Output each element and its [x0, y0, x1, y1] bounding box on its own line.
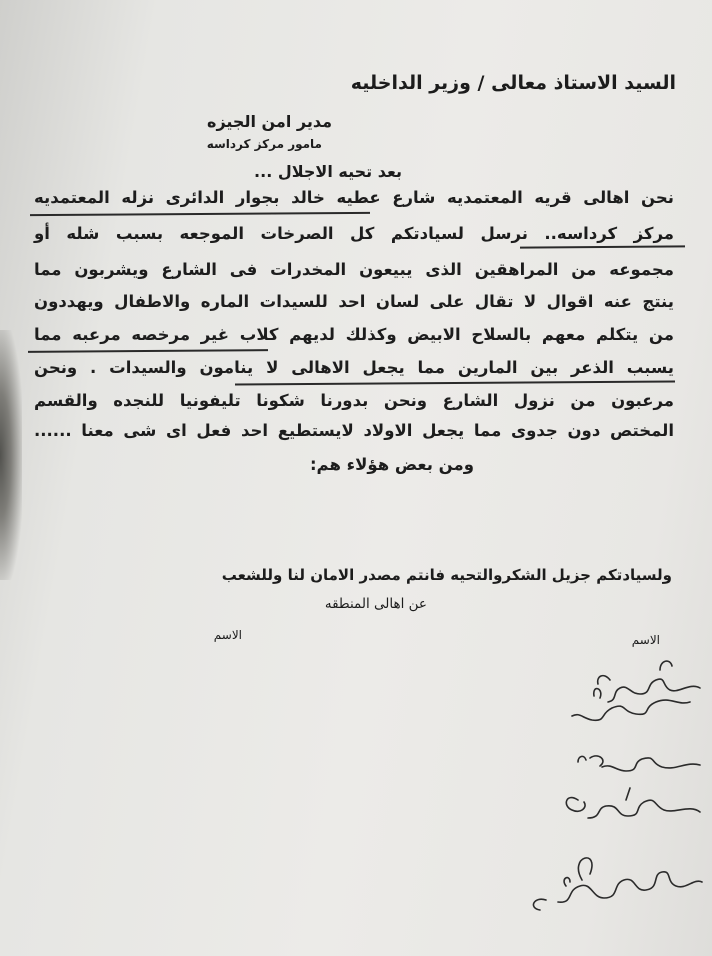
body-line-1: نحن اهالى قريه المعتمديه شارع عطيه خالد بجوار الدائرى نزله المعتمديه	[34, 188, 674, 207]
name-label-left: الاسم	[213, 628, 242, 642]
body-line-7: مرعبون من نزول الشارع ونحن بدورنا شكونا تليفونيا للنجده والقسم	[34, 391, 674, 410]
signature-5	[533, 858, 702, 910]
handwritten-signatures	[450, 650, 712, 950]
handwritten-underline-2	[520, 245, 685, 248]
handwritten-underline-4	[235, 380, 675, 385]
body-line-5: من يتكلم معهم بالسلاح الابيض وكذلك لديهم كلاب غير مرخصه مرعبه مما	[34, 325, 674, 344]
signature-2	[572, 689, 690, 721]
signature-4	[566, 788, 700, 818]
signature-3	[578, 756, 700, 771]
from-residents: عن اهالى المنطقه	[324, 596, 427, 612]
handwritten-underline-1	[30, 212, 370, 216]
handwritten-underline-3	[28, 349, 268, 353]
addressee-police-chief: مامور مركز كرداسه	[206, 137, 322, 151]
greeting: بعد تحيه الاجلال ...	[254, 162, 402, 181]
addressee-security-director: مدير امن الجيزه	[207, 112, 332, 131]
finger-shadow	[0, 330, 22, 580]
addressee-line: السيد الاستاذ معالى / وزير الداخليه	[350, 72, 676, 94]
closing-thanks: ولسيادتكم جزيل الشكروالتحيه فانتم مصدر الامان لنا وللشعب	[221, 566, 672, 584]
body-line-8: المختص دون جدوى مما يجعل الاولاد لايستطيع احد فعل اى شى معنا ......	[34, 421, 674, 440]
body-line-9: ومن بعض هؤلاء هم:	[309, 455, 474, 474]
signature-1	[598, 661, 700, 702]
body-line-6: يسبب الذعر بين المارين مما يجعل الاهالى لا ينامون والسيدات . ونحن	[34, 358, 674, 377]
body-line-3: مجموعه من المراهقين الذى يبيعون المخدرات فى الشارع ويشربون مما	[34, 260, 674, 279]
name-label-right: الاسم	[631, 633, 660, 647]
body-line-2: مركز كرداسه.. نرسل لسيادتكم كل الصرخات الموجعه بسبب شله أو	[34, 224, 674, 243]
body-line-4: ينتج عنه اقوال لا تقال على لسان احد للسيدات الماره والاطفال ويهددون	[34, 292, 674, 311]
